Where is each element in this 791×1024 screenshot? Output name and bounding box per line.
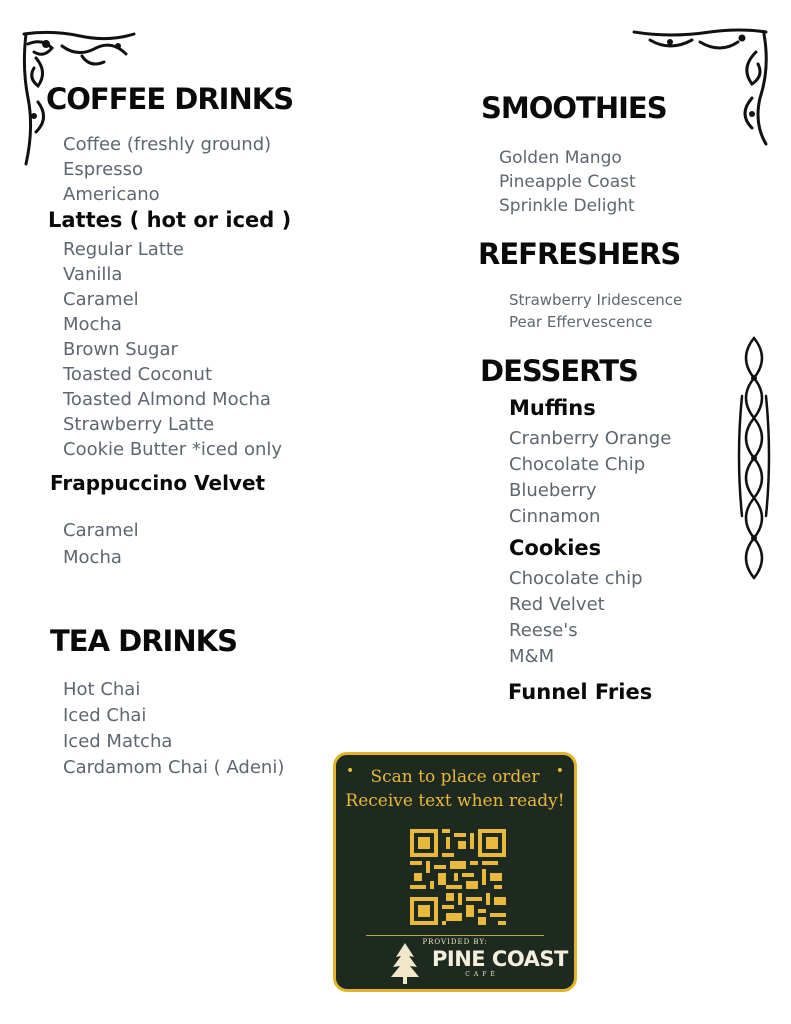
menu-item: Cranberry Orange — [509, 428, 672, 449]
menu-item: Espresso — [63, 159, 144, 180]
muffins-heading: Muffins — [509, 396, 596, 420]
menu-item: Reese's — [509, 620, 578, 641]
refreshers-heading: REFRESHERS — [478, 237, 681, 271]
tea-list — [63, 677, 284, 781]
pine-tree-icon — [388, 941, 422, 985]
divider — [366, 935, 544, 936]
menu-item: Brown Sugar — [63, 339, 178, 360]
smoothies-heading: SMOOTHIES — [481, 91, 667, 125]
menu-item: Americano — [63, 184, 160, 205]
smoothies-list — [499, 146, 636, 218]
side-divider-ornament — [736, 336, 772, 580]
menu-item: Sprinkle Delight — [499, 196, 635, 216]
frappuccino-heading: Frappuccino Velvet — [50, 471, 266, 495]
menu-item: Mocha — [63, 314, 122, 335]
frappuccino-list — [63, 517, 139, 571]
menu-item: Blueberry — [509, 480, 597, 501]
dot-icon: • — [346, 763, 355, 779]
menu-item: M&M — [509, 646, 555, 667]
muffins-list — [509, 426, 671, 530]
menu-item: Chocolate Chip — [509, 454, 646, 475]
cookies-list — [509, 566, 643, 670]
menu-item: Vanilla — [63, 264, 123, 285]
text-notice: Receive text when ready! — [345, 791, 565, 811]
menu-item: Cardamom Chai ( Adeni) — [63, 757, 285, 778]
menu-item: Strawberry Latte — [63, 414, 215, 435]
brand-subtitle: CAFÉ — [465, 971, 499, 978]
provided-by-label: PROVIDED BY: — [422, 938, 488, 946]
menu-item: Pineapple Coast — [499, 172, 636, 192]
lattes-list — [63, 237, 282, 462]
desserts-heading: DESSERTS — [480, 354, 638, 388]
cookies-heading: Cookies — [509, 536, 602, 560]
menu-item: Caramel — [63, 520, 139, 541]
menu-item: Pear Effervescence — [509, 313, 653, 331]
funnel-fries-heading: Funnel Fries — [508, 680, 653, 704]
qr-order-card[interactable] — [333, 752, 577, 992]
menu-item: Mocha — [63, 547, 122, 568]
menu-item: Hot Chai — [63, 679, 141, 700]
coffee-list — [63, 132, 271, 207]
brand-name: PINE COAST — [432, 947, 568, 971]
menu-item: Red Velvet — [509, 594, 605, 615]
menu-item: Coffee (freshly ground) — [63, 134, 272, 155]
menu-item: Caramel — [63, 289, 139, 310]
menu-item: Golden Mango — [499, 148, 622, 168]
menu-item: Regular Latte — [63, 239, 185, 260]
menu-item: Toasted Coconut — [63, 364, 213, 385]
tea-drinks-heading: TEA DRINKS — [50, 624, 237, 658]
lattes-heading: Lattes ( hot or iced ) — [48, 208, 292, 232]
menu-item: Cookie Butter *iced only — [63, 439, 283, 460]
menu-item: Cinnamon — [509, 506, 601, 527]
menu-item: Strawberry Iridescence — [509, 291, 683, 309]
dot-icon: • — [555, 763, 564, 779]
scan-instruction: Scan to place order — [370, 767, 540, 787]
qr-code-icon[interactable] — [410, 829, 506, 925]
coffee-drinks-heading: COFFEE DRINKS — [46, 82, 294, 116]
top-right-ornament — [630, 28, 770, 146]
menu-item: Toasted Almond Mocha — [63, 389, 271, 410]
menu-item: Chocolate chip — [509, 568, 643, 589]
refreshers-list — [509, 289, 682, 333]
menu-item: Iced Matcha — [63, 731, 173, 752]
menu-item: Iced Chai — [63, 705, 147, 726]
